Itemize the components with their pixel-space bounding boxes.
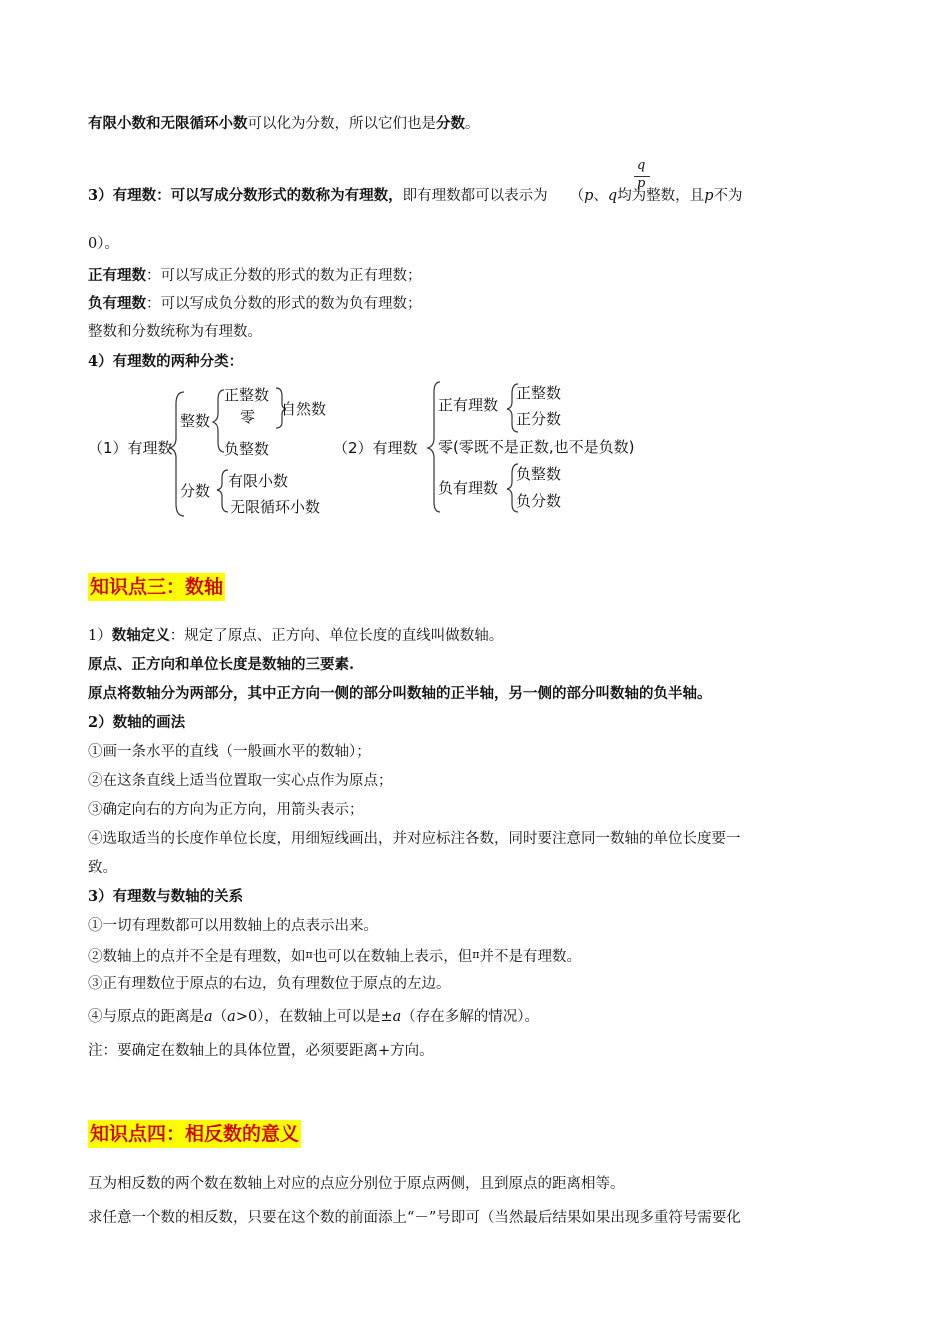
axis-relation-4 (88, 1007, 539, 1027)
class2-pos-rational: 正有理数 (438, 396, 499, 414)
axis-halves: 原点将数轴分为两部分，其中正方向一侧的部分叫数轴的正半轴，另一侧的部分叫数轴的负半轴。 (88, 685, 712, 702)
axis-step-1: ①画一条水平的直线（一般画水平的数轴）； (88, 744, 371, 760)
section-heading-opposite: 知识点四：相反数的意义 (88, 1120, 301, 1148)
bold-term: 分数 (436, 115, 465, 132)
axis-relation-2 (88, 945, 581, 967)
text: >0），在数轴上可以是 (235, 1009, 381, 1025)
class2-pos-frac: 正分数 (516, 410, 562, 428)
text: 不为 (713, 188, 743, 204)
variable: a (204, 1009, 213, 1025)
class2-neg-int: 负整数 (516, 465, 562, 483)
axis-step-3: ③确定向右的方向为正方向，用箭头表示； (88, 802, 364, 818)
axis-relation-3: ③正有理数位于原点的右边，负有理数位于原点的左边。 (88, 976, 451, 992)
class2-neg-frac: 负分数 (516, 492, 562, 510)
paragraph-rational-definition (88, 186, 742, 206)
text: 1） (88, 628, 112, 644)
brace-2 (213, 390, 224, 452)
fraction-numerator: q (637, 158, 646, 173)
text: 可以化为分数，所以它们也是 (247, 116, 436, 132)
pi-symbol: π (305, 948, 313, 961)
classification-diagram (88, 376, 688, 522)
variable: a (227, 1009, 236, 1025)
axis-step-2: ②在这条直线上适当位置取一实心点作为原点； (88, 773, 393, 789)
paragraph-rational-definition-cont: 0）。 (88, 236, 119, 252)
variable: p (704, 188, 714, 204)
paragraph-negative-rational (88, 294, 422, 314)
bold-term: 有限小数和无限循环小数 (88, 115, 248, 132)
bold-term: 负有理数 (88, 295, 146, 312)
bold-term: 正有理数 (88, 267, 146, 284)
pi-symbol: π (472, 948, 480, 961)
text: （ (212, 1009, 228, 1025)
text: 。 (465, 116, 480, 132)
text: （ (569, 188, 585, 204)
axis-note: 注：要确定在数轴上的具体位置，必须要距离+方向。 (88, 1043, 434, 1059)
text: 、 (593, 188, 608, 204)
text: 并不是有理数。 (479, 949, 581, 965)
variable: q (607, 188, 618, 204)
class1-repeating: 无限循环小数 (230, 498, 321, 516)
plus-minus-symbol: ± (380, 1009, 393, 1025)
subheading-classification: 4）有理数的两种分类： (88, 353, 244, 370)
class1-pos-int: 正整数 (224, 386, 270, 404)
class1-fraction: 分数 (180, 482, 211, 500)
axis-relation-title: 3）有理数与数轴的关系 (88, 888, 244, 905)
axis-draw-title: 2）数轴的画法 (88, 714, 186, 731)
class2-zero-note: 零(零既不是正数,也不是负数) (438, 438, 635, 456)
section-heading-number-line: 知识点三：数轴 (88, 573, 225, 601)
axis-relation-1: ①一切有理数都可以用数轴上的点表示出来。 (88, 918, 378, 934)
class1-zero: 零 (240, 408, 256, 426)
text: ④与原点的距离是 (88, 1009, 204, 1025)
variable: a (392, 1009, 402, 1025)
text: 也可以在数轴上表示，但 (312, 949, 473, 965)
class2-label: （2）有理数 (333, 439, 418, 457)
text: ：可以写成负分数的形式的数为负有理数； (146, 296, 422, 312)
paragraph-positive-rational (88, 266, 422, 286)
class1-neg-int: 负整数 (224, 440, 270, 458)
axis-step-4-cont: 致。 (88, 860, 117, 876)
class1-label: （1）有理数 (88, 439, 173, 457)
class1-finite: 有限小数 (228, 472, 289, 490)
opposite-line-1: 互为相反数的两个数在数轴上对应的点应分别位于原点两侧，且到原点的距离相等。 (88, 1176, 625, 1192)
text: ：规定了原点、正方向、单位长度的直线叫做数轴。 (169, 628, 504, 644)
opposite-line-2: 求任意一个数的相反数，只要在这个数的前面添上“－”号即可（当然最后结果如果出现多重符号需要化 (88, 1210, 741, 1226)
bold-term: 3）有理数：可以写成分数形式的数称为有理数， (88, 187, 403, 204)
brace-4 (217, 470, 228, 512)
text: ：可以写成正分数的形式的数为正有理数； (146, 268, 422, 284)
axis-step-4: ④选取适当的长度作单位长度，用细短线画出，并对应标注各数，同时要注意同一数轴的单位长度要一 (88, 831, 741, 847)
axis-definition (88, 626, 503, 646)
class1-integer: 整数 (180, 412, 211, 430)
paragraph-fractions (88, 114, 480, 134)
class2-neg-rational: 负有理数 (438, 479, 499, 497)
variable: p (584, 188, 594, 204)
fraction-denominator: p (637, 176, 646, 191)
class1-natural: 自然数 (281, 400, 327, 418)
text: （存在多解的情况）。 (401, 1009, 539, 1025)
paragraph-together: 整数和分数统称为有理数。 (88, 324, 262, 340)
bold-term: 数轴定义 (111, 627, 170, 644)
text: 均为整数，且 (617, 188, 705, 204)
class2-pos-int: 正整数 (516, 384, 562, 402)
text: 即有理数都可以表示为 (402, 188, 548, 204)
axis-elements: 原点、正方向和单位长度是数轴的三要素. (88, 656, 355, 673)
text: ②数轴上的点并不全是有理数，如 (88, 949, 306, 965)
